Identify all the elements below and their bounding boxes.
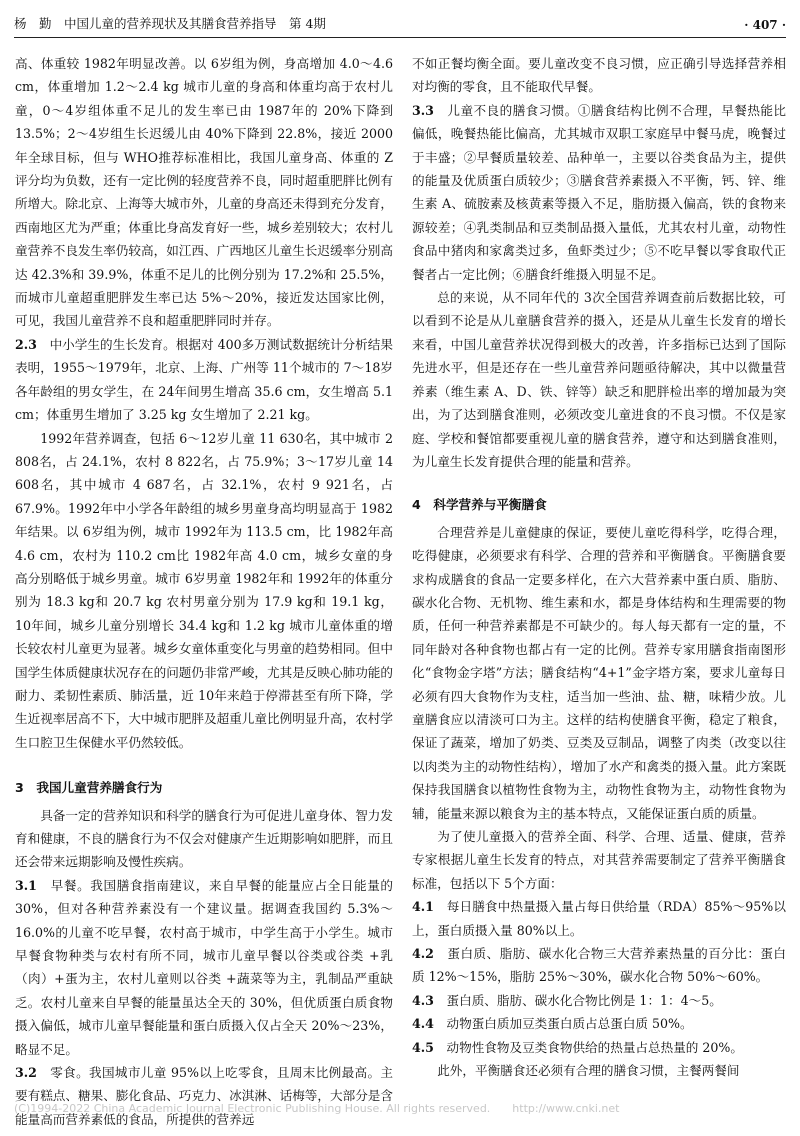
- section-heading-3: 3 我国儿童营养膳食行为: [15, 780, 163, 796]
- right-column: [412, 52, 786, 1082]
- item-number: 4.4: [412, 1016, 434, 1032]
- copyright-watermark: (C)1994-2022 China Academic Journal Electronic Publishing House. All rights reserved. http://www.cnki.net: [14, 1102, 620, 1115]
- paragraph: 高、体重较 1982年明显改善。以 6岁组为例，身高增加 4.0～4.6 cm，体重增加 1.2～2.4 kg 城市儿童的身高和体重均高于农村儿童，0～4岁组体重不足儿的发生率已由 1987年的 20%下降到 13.5%；2～4岁组生长迟缓儿由 40%下降到 22.8%，接近 2000年全球目标，但与 WHO推荐标准相比，我国儿童身高、体重的 Z评分均为负数，还有一定比例的轻度营养不良，同时超重肥胖比例有所增大。除北京、上海等大城市外，儿童的身高还未得到充分发育，西南地区尤为严重；体重比身高发育好一些，城乡差别较大；农村儿童营养不良发生率仍较高，如江西、广西地区儿童生长迟缓率分别高达 42.3%和 39.9%，体重不足儿的比例分别为 17.2%和 25.5%，而城市儿童超重肥胖发生率已达 5%～20%，接近发达国家比例，可见，我国儿童营养不良和超重肥胖同时并存。: [15, 56, 393, 329]
- item-number: 4.5: [412, 1039, 434, 1055]
- running-header: [14, 10, 786, 38]
- page-number: · 407 ·: [744, 18, 786, 32]
- item-4-2: [412, 942, 786, 989]
- subsection-3-1: [15, 874, 393, 1061]
- subsection-text: 儿童不良的膳食习惯。①膳食结构比例不合理，早餐热能比偏低，晚餐热能比偏高，尤其城市双职工家庭早中餐马虎，晚餐过于丰盛；②早餐质量较差、品种单一，主要以谷类食品为主，提供的能量及优质蛋白质较少；③膳食营养素摄入不平衡，钙、锌、维生素 A、硫胺素及核黄素等摄入不足，脂肪摄入偏高，铁的食物来源较差；④乳类制品和豆类制品摄入量低，尤其农村儿童，动物性食品中猪肉和家禽类过多，鱼虾类过少；⑤不吃早餐以零食取代正餐者占一定比例；⑥膳食纤维摄入明显不足。: [412, 102, 787, 282]
- item-4-3: [412, 989, 786, 1012]
- item-text: 动物蛋白质加豆类蛋白质占总蛋白质 50%。: [446, 1016, 693, 1032]
- item-4-5: [412, 1036, 786, 1059]
- subsection-3-3: [412, 99, 786, 286]
- item-4-4: [412, 1012, 786, 1035]
- item-text: 蛋白质、脂肪、碳水化合物三大营养素热量的百分比：蛋白质 12%～15%，脂肪 25%～30%，碳水化合物 50%～60%。: [412, 946, 787, 985]
- paragraph: 不如正餐均衡全面。要儿童改变不良习惯，应正确引导选择营养相对均衡的零食，且不能取代早餐。: [412, 56, 786, 95]
- paragraph: 总的来说，从不同年代的 3次全国营养调查前后数据比较，可以看到不论是从儿童膳食营养的摄入，还是从儿童生长发育的增长来看，中国儿童营养状况得到极大的改善，许多指标已达到了国际先进水平，但是还存在一些儿童营养问题亟待解决，其中以微量营养素（维生素 A、D、铁、锌等）缺乏和肥胖检出率的增加最为突出，为了达到膳食准则，必须改变儿童进食的不良习惯。不仅是家庭、学校和餐馆都要重视儿童的膳食营养，遵守和达到膳食准则，为儿童生长发育提供合理的能量和营养。: [412, 290, 786, 469]
- paragraph: 为了使儿童摄入的营养全面、科学、合理、适量、健康，营养专家根据儿童生长发育的特点，对其营养需要制定了营养平衡膳食标准，包括以下 5个方面：: [412, 829, 786, 891]
- subsection-number: 2.3: [15, 336, 37, 352]
- running-title: 杨 勤 中国儿童的营养现状及其膳食营养指导 第 4期: [14, 16, 326, 31]
- paragraph: 此外，平衡膳食还必须有合理的膳食习惯，主餐两餐间: [437, 1063, 740, 1079]
- subsection-number: 3.1: [15, 877, 37, 893]
- item-number: 4.2: [412, 946, 434, 962]
- subsection-number: 3.3: [412, 102, 434, 118]
- paragraph: 1992年营养调查，包括 6～12岁儿童 11 630名，其中城市 2 808名，占 24.1%，农村 8 822名，占 75.9%；3～17岁儿童 14 608名，其中城市 4 687名，占 32.1%，农村 9 921名，占 67.9%。1992年中小学各年龄组的城乡男童身高均明显高于 1982年结果。以 6岁组为例，城市 1992年为 113.5 cm，比 1982年高 4.6 cm，农村为 110.2 cm比 1982年高 4.0 cm，城乡女童的身高分别略低于城乡男童。城市 6岁男童 1982年和 1992年的体重分别为 18.3 kg和 20.7 kg 农村男童分别为 17.9 kg和 19.1 kg，10年间，城乡儿童分别增长 34.4 kg和 1.2 kg 城市儿童体重的增长较农村儿童更为显著。城乡女童体重变化与男童的趋势相同。但中国学生体质健康状况存在的问题仍非常严峻，尤其是反映心肺功能的耐力、柔韧性素质、肺活量，近 10年来趋于停滞甚至有所下降，学生近视率居高不下，大中城市肥胖及超重儿童比例明显升高，农村学生口腔卫生保健水平仍然较低。: [15, 430, 393, 750]
- subsection-2-3: [15, 333, 393, 427]
- subsection-text: 早餐。我国膳食指南建议，来自早餐的能量应占全日能量的 30%，但对各种营养素没有一个建议量。据调查我国约 5.3%～16.0%的儿童不吃早餐，农村高于城市，中学生高于小学生。城市早餐食物种类与农村有所不同，城市儿童早餐以谷类或谷类 +乳（肉）+蛋为主，农村儿童则以谷类 +蔬菜等为主，乳制品严重缺乏。农村儿童来自早餐的能量虽达全天的 30%，但优质蛋白质食物摄入偏低，城市儿童早餐能量和蛋白质摄入仅占全天 20%～23%，略显不足。: [15, 877, 394, 1057]
- item-text: 每日膳食中热量摄入量占每日供给量（RDA）85%～95%以上，蛋白质摄入量 80%以上。: [412, 899, 786, 938]
- subsection-text: 中小学生的生长发育。根据对 400多万测试数据统计分析结果表明，1955～1979年，北京、上海、广州等 11个城市的 7～18岁各年龄组的男女学生，在 24年间男生增高 35.6 cm，女生增高 5.1 cm；体重男生增加了 3.25 kg 女生增加了 2.21 kg。: [15, 336, 393, 423]
- item-text: 蛋白质、脂肪、碳水化合物比例是 1：1：4～5。: [446, 992, 722, 1008]
- subsection-text: 零食。我国城市儿童 95%以上吃零食，且周末比例最高。主要有糕点、糖果、膨化食品、巧克力、冰淇淋、话梅等，大部分是含能量高而营养素低的食品，所提供的营养远: [15, 1065, 393, 1127]
- paragraph: 合理营养是儿童健康的保证，要使儿童吃得科学，吃得合理，吃得健康，必须要求有科学、合理的营养和平衡膳食。平衡膳食要求构成膳食的食品一定要多样化，在六大营养素中蛋白质、脂肪、碳水化合物、无机物、维生素和水，都是身体结构和生理需要的物质，任何一种营养素都是不可缺少的。每人每天都有一定的量，不同年龄对各种食物也都占有一定的比例。营养专家用膳食指南图形化“食物金字塔”方法；膳食结构“4+1”金字塔方案，要求儿童每日必须有四大食物作为支柱，适当加一些油、盐、糖，味精少放。儿童膳食应以清淡可口为主。这样的结构使膳食平衡，稳定了粮食，保证了蔬菜，增加了奶类、豆类及豆制品，调整了肉类（改变以往以肉类为主的动物性结构），增加了水产和禽类的摄入量。此方案既保持我国膳食以植物性食物为主，动物性食物为主，动物性食物为辅，能量来源以粮食为主的基本特点，又能保证蛋白质的质量。: [412, 524, 786, 821]
- item-text: 动物性食物及豆类食物供给的热量占总热量的 20%。: [446, 1039, 743, 1055]
- subsection-number: 3.2: [15, 1065, 37, 1081]
- item-number: 4.1: [412, 899, 434, 915]
- item-number: 4.3: [412, 992, 434, 1008]
- item-4-1: [412, 895, 786, 942]
- left-column: [15, 52, 393, 1131]
- paragraph: 具备一定的营养知识和科学的膳食行为可促进儿童身体、智力发育和健康，不良的膳食行为不仅会对健康产生近期影响如肥胖，而且还会带来远期影响及慢性疾病。: [15, 807, 393, 870]
- subsection-3-2: [15, 1061, 393, 1131]
- section-heading-4: 4 科学营养与平衡膳食: [412, 497, 547, 513]
